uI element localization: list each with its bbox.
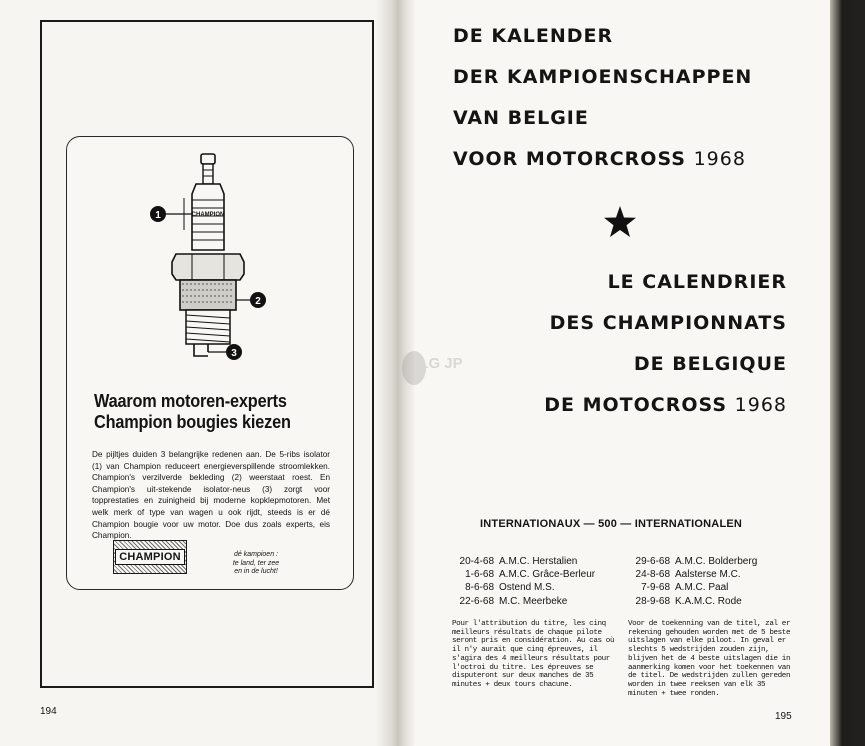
tagline-line1: dé kampioen :: [234, 551, 278, 558]
callout-3: 3: [231, 348, 237, 359]
title-nl-line2: DER KAMPIOENSCHAPPEN: [453, 66, 753, 88]
plug-brand-label: CHAMPION: [191, 212, 225, 218]
race-club: A.M.C. Paal: [675, 582, 729, 594]
race-item: [628, 555, 757, 568]
callout-1: 1: [155, 210, 161, 221]
race-item: [628, 581, 757, 594]
race-date: 29-6-68: [635, 556, 670, 567]
race-club: M.C. Meerbeke: [499, 595, 568, 607]
title-nl-line1: DE KALENDER: [453, 25, 614, 47]
callout-2: 2: [255, 296, 261, 307]
champion-logo: [113, 540, 187, 574]
race-date: 1-6-68: [465, 569, 494, 581]
advert-tagline: [216, 551, 296, 577]
race-date: 22-6-68: [459, 595, 494, 607]
race-item: [452, 581, 595, 594]
page-number-left: 194: [40, 706, 57, 717]
advert-headline-line2: Champion bougies kiezen: [94, 411, 291, 432]
race-date: 24-8-68: [635, 569, 670, 581]
race-date: 20-4-68: [459, 556, 494, 567]
race-list-right: [628, 555, 757, 608]
category-heading: INTERNATIONAUX — 500 — INTERNATIONALEN: [480, 518, 743, 530]
spark-plug-illustration: [146, 150, 276, 366]
race-date: 8-6-68: [465, 582, 494, 594]
race-club: A.M.C. Herstalien: [499, 556, 578, 567]
book-edge: [830, 0, 865, 746]
race-club: A.M.C. Bolderberg: [675, 556, 758, 567]
title-fr-line3: DE BELGIQUE: [633, 353, 787, 375]
title-nl-line3: VAN BELGIE: [453, 107, 589, 129]
race-club: A.M.C. Grâce-Berleur: [499, 569, 596, 581]
title-nl-year: 1968: [693, 148, 746, 170]
rules-note-french: Pour l'attribution du titre, les cinq meilleurs résultats de chaque pilote seront pris en considération. Au cas où il n'y aurait que cinq épreuves, il s'agira des 4 meilleurs résultats pour l'octroi du titre. Les épreuves se disputeront sur deux manches de 35 minutes + deux tours chacune.: [452, 620, 615, 689]
title-nl-line4: [453, 147, 752, 188]
race-club: Ostend M.S.: [499, 582, 555, 594]
star-icon: [603, 205, 637, 239]
race-item: [452, 595, 595, 608]
title-fr-line1: LE CALENDRIER: [607, 271, 787, 293]
title-dutch: [453, 24, 752, 188]
advert-headline: [94, 390, 314, 432]
race-item: [628, 595, 757, 608]
race-date: 7-9-68: [641, 582, 670, 594]
title-french: [544, 270, 787, 434]
title-fr-line4-text: DE MOTOCROSS: [544, 394, 728, 416]
advert-headline-line1: Waarom motoren-experts: [94, 390, 287, 411]
title-fr-year: 1968: [734, 394, 787, 416]
rules-note-dutch: Voor de toekenning van de titel, zal er rekening gehouden worden met de 5 beste uitslagen van elke piloot. In geval er slechts 5 wedstrijden zouden zijn, blijven het de 4 beste uitslagen die in aanmerking komen voor het toekennen van de titel. De wedstrijden zullen gereden worden in twee reeksen van elk 35 minuten + twee ronden.: [628, 620, 791, 698]
title-fr-line2: DES CHAMPIONNATS: [549, 312, 787, 334]
race-date: 28-9-68: [635, 595, 670, 607]
race-club: K.A.M.C. Rode: [675, 595, 742, 607]
race-item: [628, 568, 757, 581]
race-item: [452, 555, 595, 568]
race-list-left: [452, 555, 595, 608]
tagline-line3: en in de lucht!: [234, 568, 278, 576]
race-club: Aalsterse M.C.: [675, 569, 741, 581]
champion-logo-text: CHAMPION: [115, 549, 185, 565]
advert-body: De pijltjes duiden 3 belangrijke redenen aan. De 5-ribs isolator (1) van Champion reduceert energieverspillende stroomlekken. Champion's verzilverde bekleding (2) weerstaat roest. En Champion's uit-stekende isolator-neus (3) zorgt voor topprestaties en zuinigheid bij moderne kopklepmotoren. Met welk merk of type van wagen u ook rijdt, steeds is er dé Champion bougie voor uw motor. Doe dus zoals experts, eis Champion.: [92, 450, 330, 541]
race-item: [452, 568, 595, 581]
watermark-logo: [397, 346, 463, 392]
title-fr-line4: [544, 393, 787, 434]
title-nl-line4-text: VOOR MOTORCROSS: [453, 148, 686, 170]
watermark-text: LG JP: [419, 355, 463, 372]
page-number-right: 195: [775, 711, 792, 722]
tagline-line2: te land, ter zee: [232, 559, 280, 567]
